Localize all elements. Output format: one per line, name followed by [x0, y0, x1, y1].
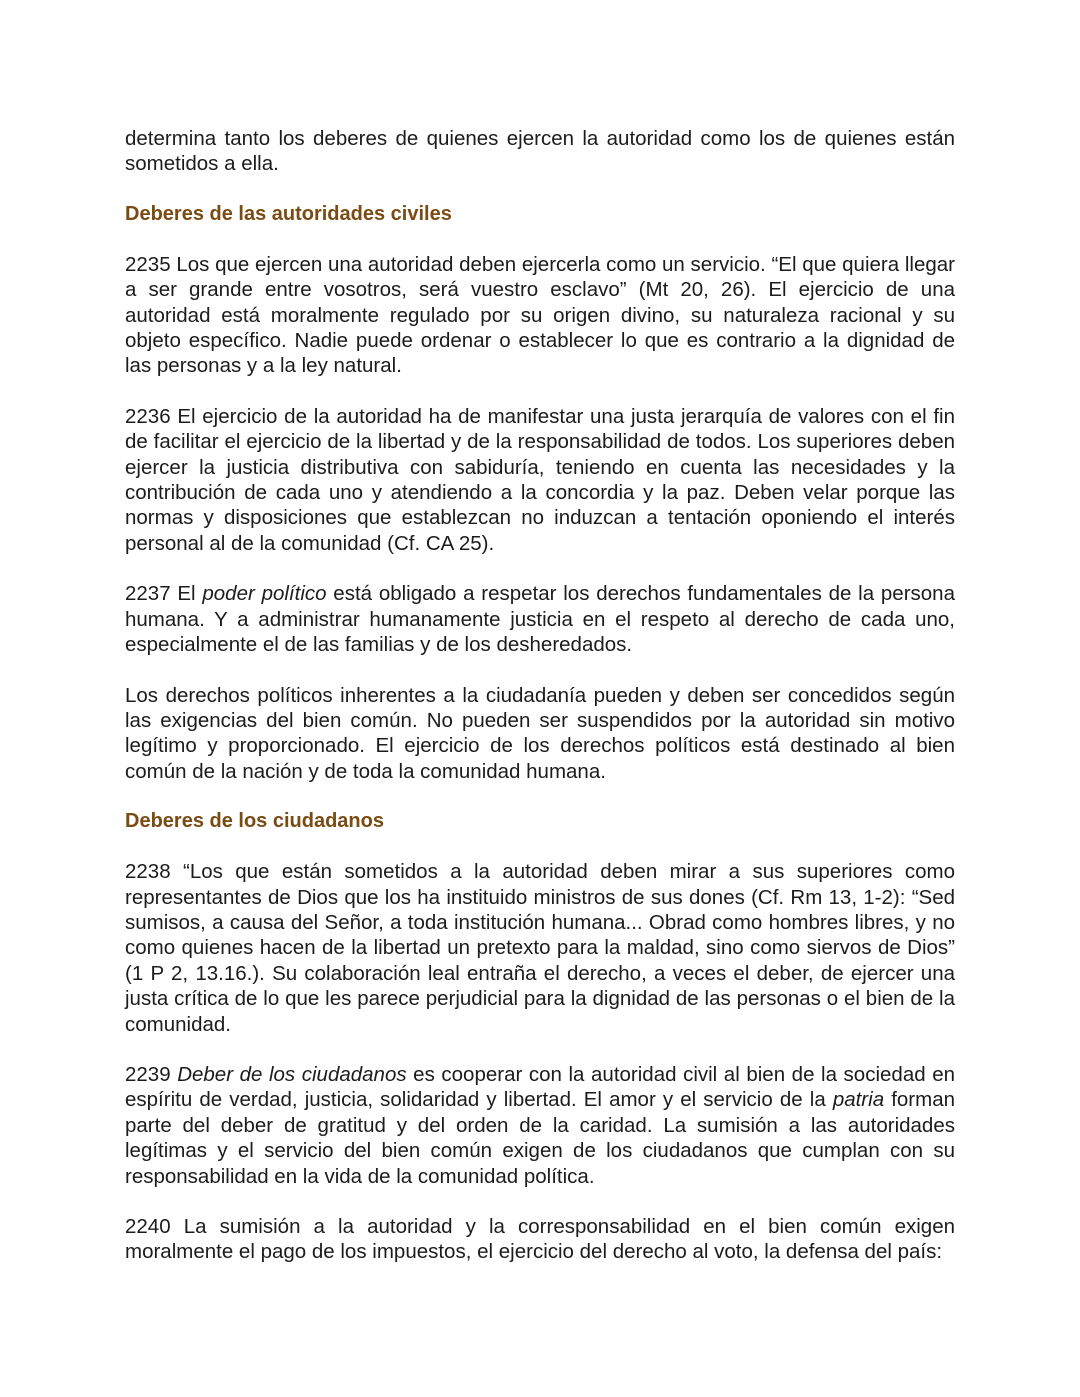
paragraph-2240 — [125, 1214, 955, 1265]
paragraph-2239-lead: 2239 — [125, 1062, 178, 1086]
section-heading-civil-authorities: Deberes de las autoridades civiles — [125, 202, 452, 225]
paragraph-political-rights-text: Los derechos políticos inherentes a la ciudadanía pueden y deben ser concedidos según las exigencias del bien común. No pueden ser suspendidos por la autoridad sin motivo legítimo y proporcionado. El ejercicio de los derechos políticos está destinado al bien común de la nación y de toda la comunidad humana. — [125, 683, 955, 783]
paragraph-2237 — [125, 581, 955, 657]
paragraph-2239-rest: forman parte del deber de gratitud y del orden de la caridad. La sumisión a las autoridades legítimas y el servicio del bien común exigen de los ciudadanos que cumplan con su responsabilidad en la vida de la comunidad política. — [125, 1088, 955, 1188]
paragraph-2238 — [125, 859, 955, 1037]
paragraph-2239-middle: es cooperar con la autoridad civil al bien de la sociedad en espíritu de verdad, justicia, solidaridad y libertad. El amor y el servicio de la — [125, 1062, 955, 1112]
paragraph-2236-text: 2236 El ejercicio de la autoridad ha de manifestar una justa jerarquía de valores con el fin de facilitar el ejercicio de la libertad y de la responsabilidad de todos. Los superiores deben ejercer la justicia distributiva con sabiduría, teniendo en cuenta las necesidades y la contribución de cada uno y atendiendo a la concordia y la paz. Deben velar porque las normas y disposiciones que establezcan no induzcan a tentación oponiendo el interés personal al de la comunidad (Cf. CA 25). — [125, 404, 955, 555]
document-page — [125, 126, 955, 1290]
paragraph-2239 — [125, 1062, 955, 1189]
paragraph-2235-text: 2235 Los que ejercen una autoridad deben ejercerla como un servicio. “El que quiera llegar a ser grande entre vosotros, será vuestro esclavo” (Mt 20, 26). El ejercicio de una autoridad está moralmente regulado por su origen divino, su naturaleza racional y su objeto específico. Nadie puede ordenar o establecer lo que es contrario a la dignidad de las personas y a la ley natural. — [125, 252, 955, 378]
paragraph-2236 — [125, 404, 955, 556]
paragraph-2235 — [125, 252, 955, 379]
intro-paragraph — [125, 126, 955, 177]
intro-text: determina tanto los deberes de quienes ejercen la autoridad como los de quienes están sometidos a ella. — [125, 127, 955, 176]
section-heading-citizens: Deberes de los ciudadanos — [125, 810, 384, 833]
paragraph-2239-emphasis-duty: Deber de los ciudadanos — [177, 1062, 407, 1086]
paragraph-2237-lead: 2237 El — [125, 582, 203, 606]
paragraph-political-rights — [125, 683, 955, 785]
paragraph-2237-emphasis: poder político — [202, 582, 327, 606]
paragraph-2238-text: 2238 “Los que están sometidos a la autoridad deben mirar a sus superiores como representantes de Dios que los ha instituido ministros de sus dones (Cf. Rm 13, 1-2): “Sed sumisos, a causa del Señor, a toda institución humana... Obrad como hombres libres, y no como quienes hacen de la libertad un pretexto para la maldad, sino como siervos de Dios” (1 P 2, 13.16.). Su colaboración leal entraña el derecho, a veces el deber, de ejercer una justa crítica de lo que les parece perjudicial para la dignidad de las personas o el bien de la comunidad. — [125, 860, 955, 1036]
paragraph-2237-rest: está obligado a respetar los derechos fundamentales de la persona humana. Y a administrar humanamente justicia en el respeto al derecho de cada uno, especialmente el de las familias y de los desheredados. — [125, 582, 955, 657]
paragraph-2239-emphasis-patria: patria — [832, 1088, 885, 1112]
paragraph-2240-text: 2240 La sumisión a la autoridad y la corresponsabilidad en el bien común exigen moralmente el pago de los impuestos, el ejercicio del derecho al voto, la defensa del país: — [125, 1215, 955, 1264]
